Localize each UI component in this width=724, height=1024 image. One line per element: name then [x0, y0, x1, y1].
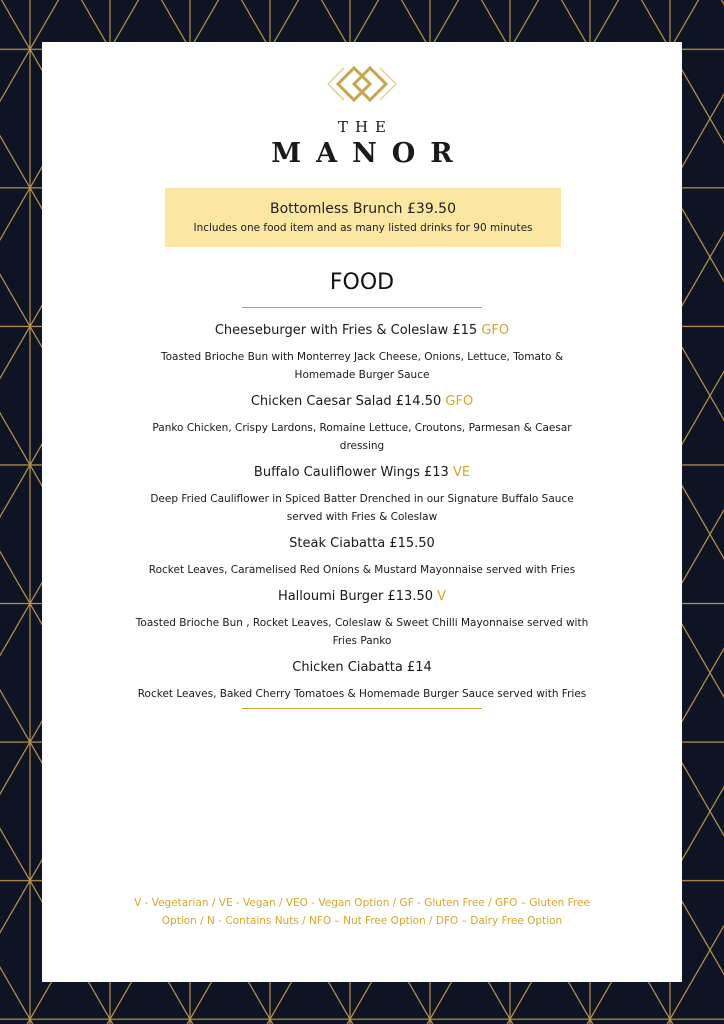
item-description: Rocket Leaves, Baked Cherry Tomatoes & Homemade Burger Sauce served with Fries — [137, 688, 587, 700]
menu-item — [132, 321, 592, 384]
item-description: Toasted Brioche Bun with Monterrey Jack Cheese, Onions, Lettuce, Tomato & Homemade Burger Sauce — [160, 351, 564, 381]
dietary-tag: VE — [452, 465, 471, 480]
brand-name: MANOR — [271, 138, 468, 169]
dietary-tag: V — [437, 589, 447, 604]
promo-title: Bottomless Brunch £39.50 — [269, 201, 456, 217]
dietary-tag: GFO — [445, 394, 474, 409]
item-name: Cheeseburger with Fries & Coleslaw £15 GFO — [214, 323, 510, 338]
brand-the: THE — [337, 118, 394, 136]
section-title: FOOD — [329, 270, 395, 295]
menu-item — [132, 392, 592, 455]
dietary-tag: GFO — [481, 323, 510, 338]
bottomless-brunch-banner — [165, 188, 561, 247]
divider-bottom — [242, 708, 482, 709]
menu-item — [132, 463, 592, 526]
menu-page — [42, 42, 682, 982]
item-name: Chicken Ciabatta £14 — [292, 660, 432, 675]
item-description: Deep Fried Cauliflower in Spiced Batter Drenched in our Signature Buffalo Sauce served with Fries & Coleslaw — [150, 493, 574, 523]
promo-subtitle: Includes one food item and as many listed drinks for 90 minutes — [193, 222, 533, 234]
item-description: Panko Chicken, Crispy Lardons, Romaine Lettuce, Croutons, Parmesan & Caesar dressing — [152, 422, 572, 452]
item-description: Toasted Brioche Bun , Rocket Leaves, Coleslaw & Sweet Chilli Mayonnaise served with Fries Panko — [135, 617, 589, 647]
menu-item — [132, 534, 592, 579]
item-name: Steak Ciabatta £15.50 — [289, 536, 435, 551]
item-name: Halloumi Burger £13.50 V — [277, 589, 447, 604]
item-description: Rocket Leaves, Caramelised Red Onions & Mustard Mayonnaise served with Fries — [148, 564, 576, 576]
item-name: Chicken Caesar Salad £14.50 GFO — [250, 394, 474, 409]
manor-logo-icon — [324, 62, 400, 106]
divider-top — [242, 307, 482, 308]
menu-items-list — [132, 321, 592, 711]
item-name: Buffalo Cauliflower Wings £13 VE — [253, 465, 471, 480]
menu-item — [132, 658, 592, 703]
menu-item — [132, 587, 592, 650]
dietary-legend: V - Vegetarian / VE - Vegan / VEO - Vegan Option / GF - Gluten Free / GFO – Gluten Free Option / N - Contains Nuts / NFO – Nut Free Option / DFO – Dairy Free Option — [134, 897, 590, 927]
